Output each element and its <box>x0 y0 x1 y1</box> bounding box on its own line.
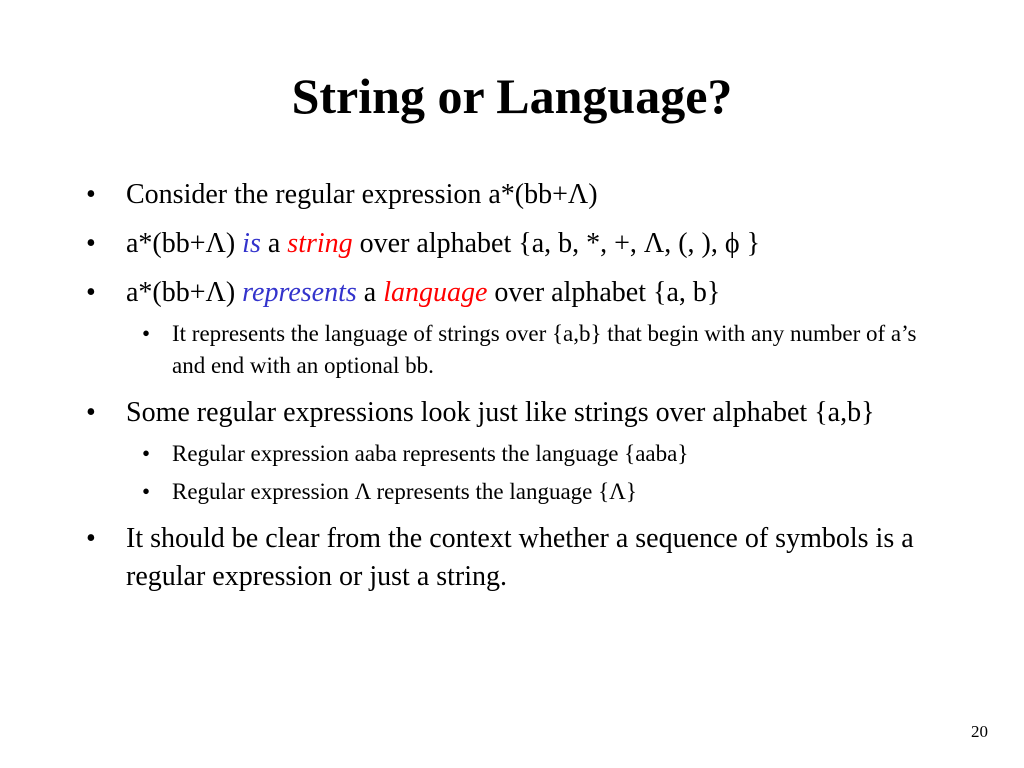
slide-title: String or Language? <box>291 68 733 124</box>
bullet-item <box>84 176 954 214</box>
bullet-item <box>84 274 954 312</box>
emphasis-language: language <box>383 277 488 308</box>
sub-bullet-item <box>126 476 954 508</box>
bullet-marker: • <box>86 523 96 554</box>
page-number: 20 <box>971 722 988 741</box>
emphasis-represents: represents <box>242 277 357 308</box>
sub-bullet-text: Regular expression aaba represents the language {aaba} <box>172 441 689 466</box>
sub-bullet-marker: • <box>142 441 151 466</box>
bullet-text-mid: a <box>260 228 288 259</box>
sub-bullet-text: It represents the language of strings over {a,b} that begin with any number of a’s and end with an optional bb. <box>172 321 917 378</box>
bullet-text-prefix: a*(bb+Λ) <box>126 277 243 308</box>
sub-bullet-item <box>126 438 954 470</box>
emphasis-string: string <box>287 228 353 259</box>
bullet-item <box>84 225 954 263</box>
bullet-text-suffix: over alphabet {a, b} <box>487 277 721 308</box>
sub-bullet-text: Regular expression Λ represents the language {Λ} <box>172 479 637 504</box>
bullet-marker: • <box>86 228 96 259</box>
bullet-marker: • <box>86 397 96 428</box>
bullet-text-prefix: a*(bb+Λ) <box>126 228 243 259</box>
bullet-text: It should be clear from the context whether a sequence of symbols is a regular expression or just a string. <box>126 523 914 592</box>
bullet-item <box>84 520 954 596</box>
sub-bullet-marker: • <box>142 321 151 346</box>
bullet-marker: • <box>86 277 96 308</box>
bullet-text: Consider the regular expression a*(bb+Λ) <box>126 179 598 210</box>
bullet-marker: • <box>86 179 96 210</box>
bullet-text: Some regular expressions look just like strings over alphabet {a,b} <box>126 397 875 428</box>
bullet-text-suffix: over alphabet {a, b, *, +, Λ, (, ), ϕ } <box>352 228 761 259</box>
bullet-text-mid: a <box>356 277 384 308</box>
sub-bullet-marker: • <box>142 479 151 504</box>
sub-bullet-item <box>126 318 954 382</box>
emphasis-is: is <box>242 228 261 259</box>
bullet-item <box>84 394 954 432</box>
bullet-list <box>84 176 954 607</box>
